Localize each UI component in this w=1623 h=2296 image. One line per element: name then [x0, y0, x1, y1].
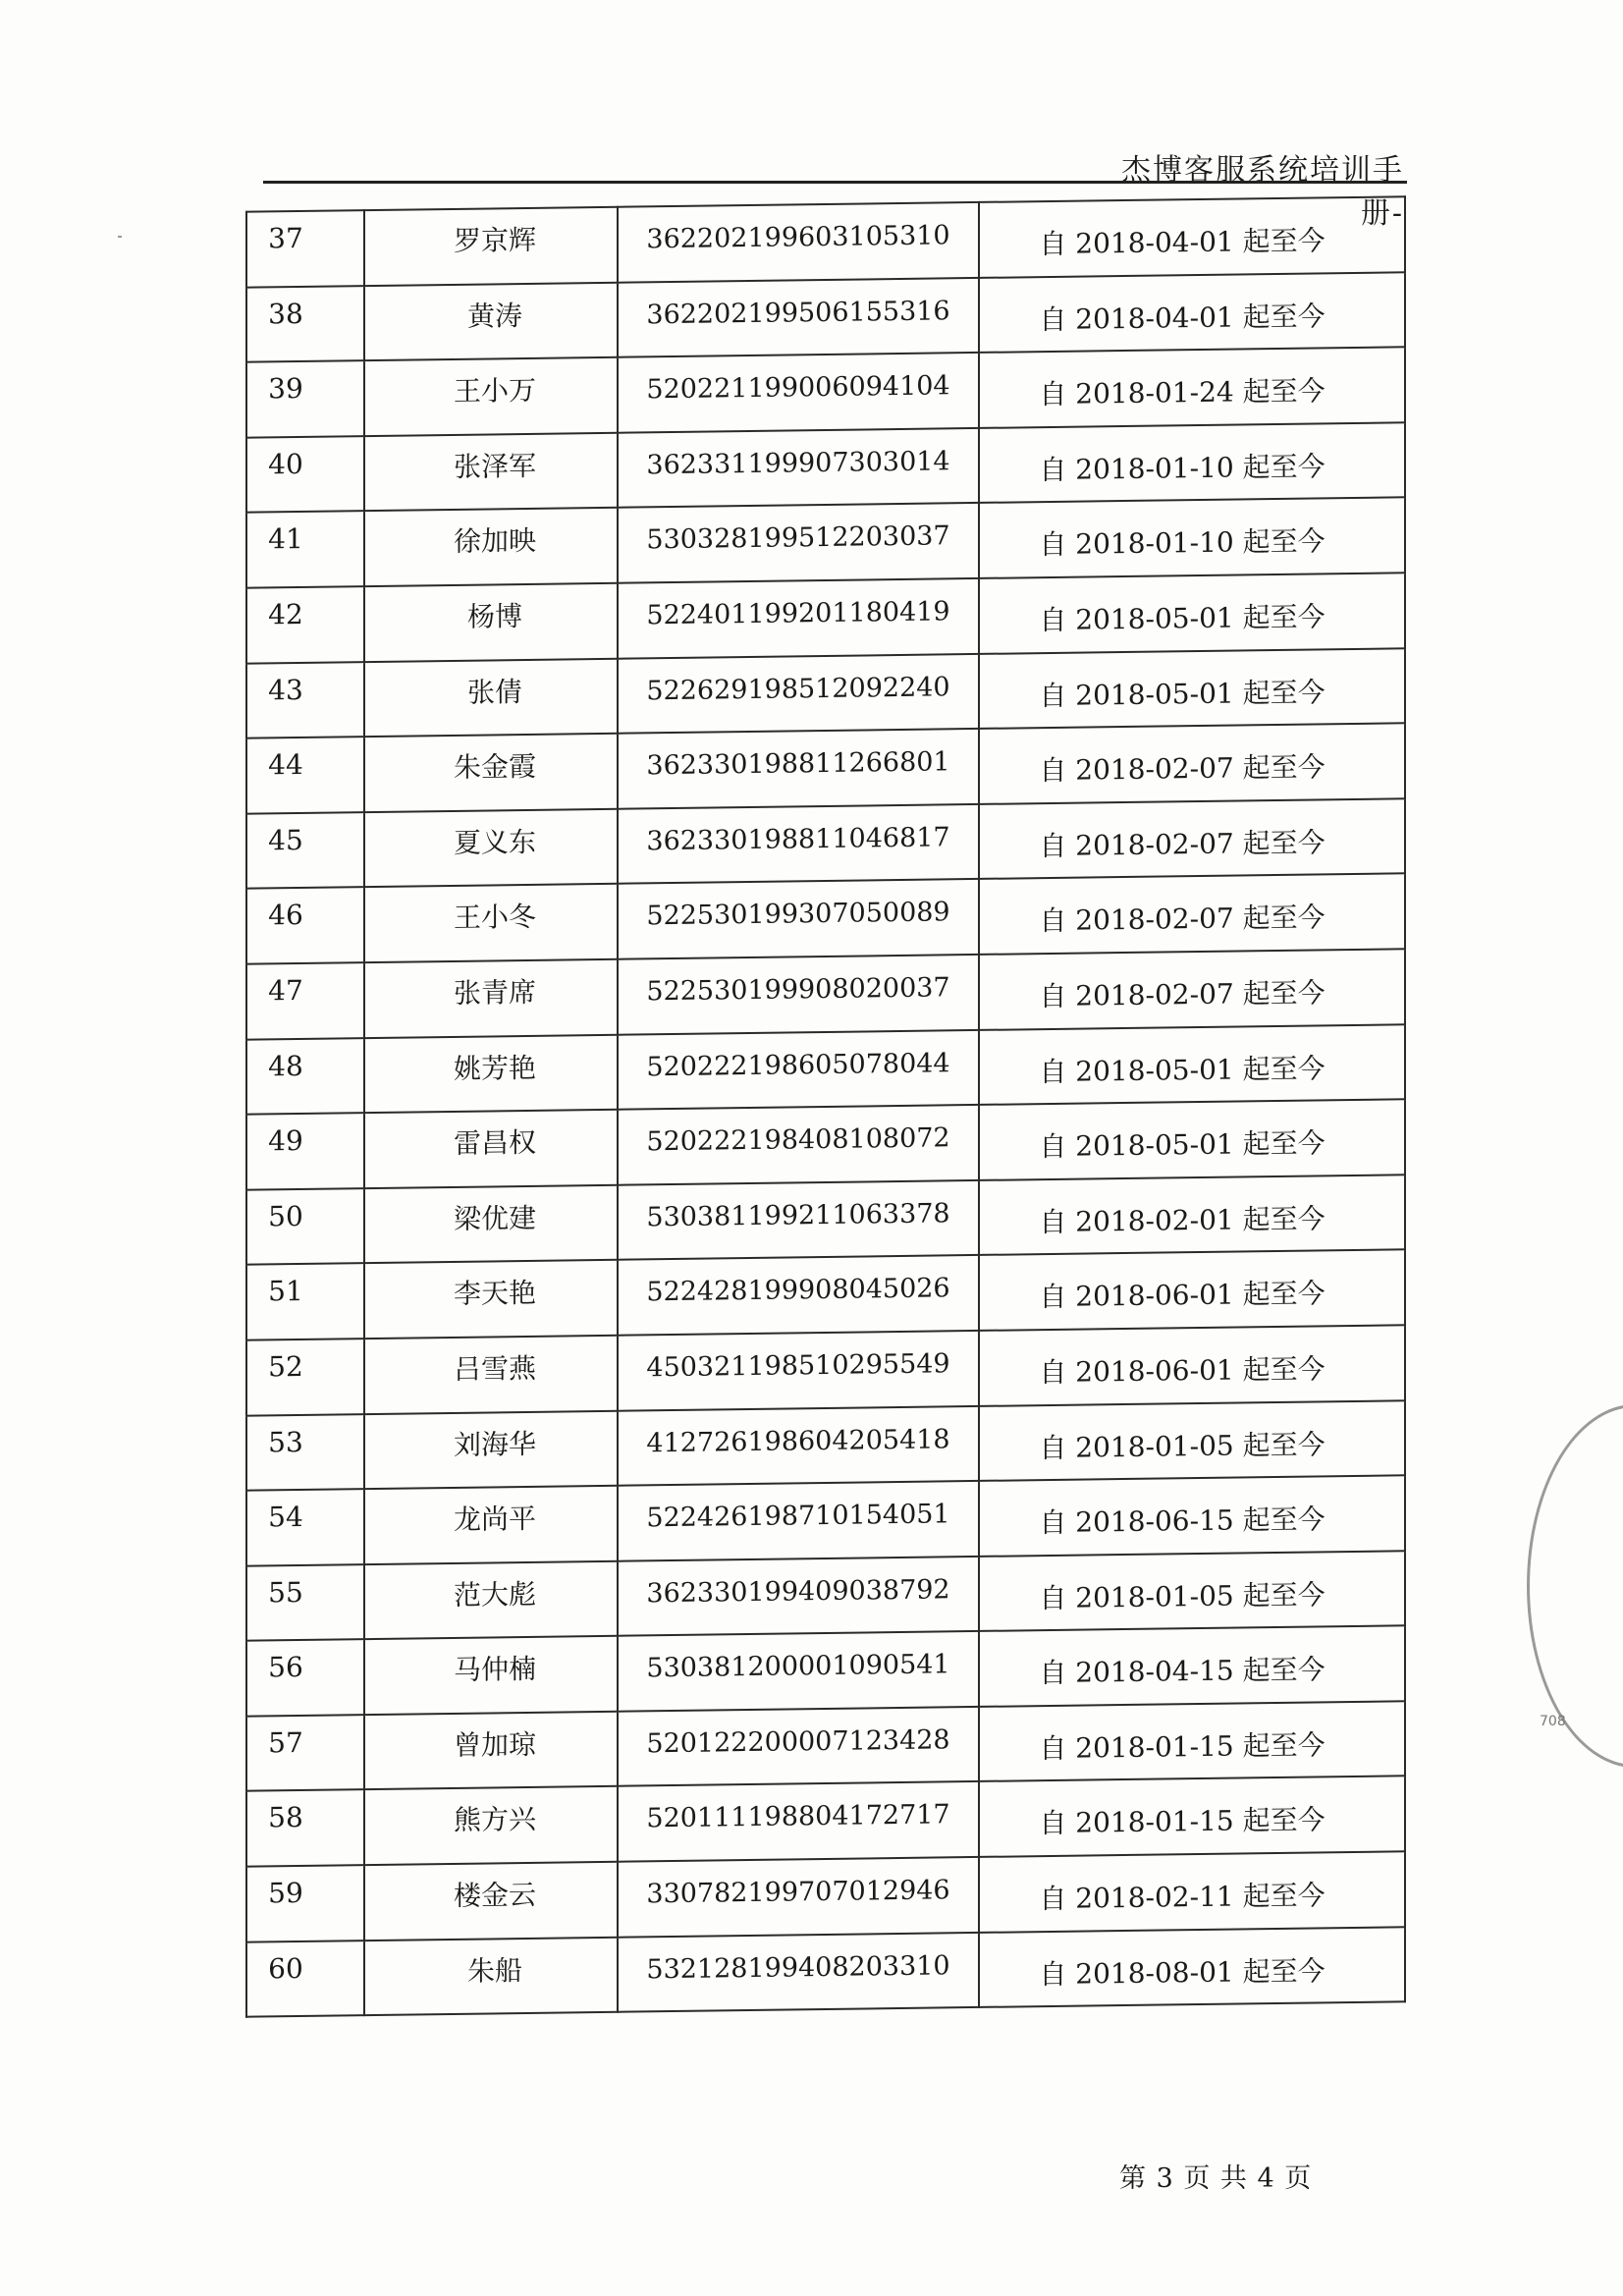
- employee-name: 熊方兴: [453, 1803, 536, 1837]
- id-number-cell: [618, 202, 979, 282]
- employee-name-cell: [364, 357, 618, 436]
- row-number-cell: [246, 1489, 364, 1565]
- employee-name: 范大彪: [453, 1577, 536, 1612]
- row-number: 51: [268, 1275, 303, 1308]
- employment-period: 自 2018-01-10 起至今: [1039, 524, 1325, 562]
- row-number-cell: [246, 1790, 364, 1867]
- id-number: 530381200001090541: [646, 1649, 950, 1684]
- seal-number: 708: [1540, 1714, 1566, 1729]
- row-number-cell: [246, 1564, 364, 1641]
- employee-name-cell: [364, 1937, 618, 2015]
- employee-name-cell: [364, 1034, 618, 1113]
- employment-period: 自 2018-08-01 起至今: [1039, 1953, 1325, 1991]
- row-number-cell: [246, 512, 364, 588]
- row-number-cell: [246, 1414, 364, 1491]
- id-number: 522629198512092240: [646, 671, 950, 706]
- row-number-cell: [246, 286, 364, 362]
- employee-name: 楼金云: [453, 1878, 536, 1913]
- employment-period-cell: [979, 1927, 1405, 2007]
- employee-name: 夏义东: [453, 825, 536, 859]
- row-number: 40: [268, 447, 303, 481]
- employee-name: 张青席: [453, 975, 536, 1010]
- employee-name: 梁优建: [453, 1201, 536, 1235]
- employment-period-cell: [979, 1475, 1405, 1556]
- employee-name-cell: [364, 1786, 618, 1865]
- employee-name: 张倩: [466, 675, 522, 709]
- row-number-cell: [246, 1263, 364, 1339]
- employment-period: 自 2018-06-01 起至今: [1039, 1352, 1325, 1390]
- id-number-cell: [618, 1405, 979, 1485]
- row-number: 54: [268, 1501, 303, 1534]
- employee-name-cell: [364, 1410, 618, 1489]
- id-number: 362330198811266801: [646, 746, 950, 782]
- id-number: 362202199603105310: [646, 220, 950, 255]
- employment-period: 自 2018-01-15 起至今: [1039, 1728, 1325, 1766]
- employment-period: 自 2018-02-07 起至今: [1039, 901, 1325, 938]
- id-number: 520221199006094104: [646, 370, 950, 406]
- id-number: 362330198811046817: [646, 822, 950, 857]
- row-number-cell: [246, 812, 364, 889]
- id-number-cell: [618, 1105, 979, 1184]
- employee-name: 王小万: [453, 374, 536, 409]
- id-number: 522428199908045026: [646, 1273, 950, 1308]
- employment-period-cell: [979, 1325, 1405, 1405]
- employment-period-cell: [979, 272, 1405, 353]
- employee-name-cell: [364, 282, 618, 360]
- table-row: [246, 1927, 1405, 2017]
- id-number: 520122200007123428: [646, 1724, 950, 1760]
- employment-period-cell: [979, 798, 1405, 879]
- id-number-cell: [618, 1331, 979, 1410]
- employee-name: 龙尚平: [453, 1502, 536, 1537]
- row-number: 47: [268, 973, 303, 1008]
- employee-name: 李天艳: [453, 1277, 536, 1311]
- row-number: 56: [268, 1651, 303, 1684]
- row-number: 46: [268, 899, 303, 932]
- row-number-cell: [246, 1865, 364, 1941]
- id-number: 522401199201180419: [646, 596, 950, 631]
- row-number-cell: [246, 887, 364, 963]
- employment-period: 自 2018-04-15 起至今: [1039, 1653, 1325, 1690]
- row-number-cell: [246, 360, 364, 437]
- id-number-cell: [618, 278, 979, 357]
- row-number: 52: [268, 1349, 303, 1384]
- employee-name-cell: [364, 1184, 618, 1263]
- row-number-cell: [246, 1113, 364, 1189]
- employment-period-cell: [979, 1777, 1405, 1857]
- employee-name: 王小冬: [453, 901, 536, 935]
- id-number: 522530199307050089: [646, 897, 950, 932]
- employment-period: 自 2018-02-01 起至今: [1039, 1202, 1325, 1238]
- id-number: 330782199707012946: [646, 1875, 950, 1910]
- row-number: 60: [268, 1951, 303, 1986]
- employment-period: 自 2018-01-05 起至今: [1039, 1578, 1325, 1614]
- id-number-cell: [618, 1557, 979, 1636]
- employee-name-cell: [364, 1636, 618, 1715]
- id-number: 520222198605078044: [646, 1047, 950, 1082]
- employment-period: 自 2018-05-01 起至今: [1039, 675, 1325, 712]
- employee-name-cell: [364, 884, 618, 962]
- row-number: 38: [268, 297, 303, 331]
- id-number-cell: [618, 353, 979, 432]
- employment-period: 自 2018-01-24 起至今: [1039, 374, 1325, 411]
- id-number: 450321198510295549: [646, 1348, 950, 1384]
- employment-period-cell: [979, 1851, 1405, 1932]
- id-number: 412726198604205418: [646, 1423, 950, 1458]
- employment-period-cell: [979, 1175, 1405, 1255]
- employee-name-cell: [364, 207, 618, 286]
- employee-name: 朱船: [466, 1953, 522, 1988]
- employee-name-cell: [364, 809, 618, 888]
- roster-body: [246, 196, 1405, 2017]
- employment-period: 自 2018-06-01 起至今: [1039, 1277, 1325, 1314]
- id-number-cell: [618, 578, 979, 658]
- employee-name: 雷昌权: [453, 1125, 536, 1161]
- employee-name-cell: [364, 1712, 618, 1790]
- employee-name: 杨博: [466, 600, 522, 633]
- employee-name-cell: [364, 583, 618, 662]
- row-number: 59: [268, 1877, 303, 1910]
- employment-period-cell: [979, 1024, 1405, 1105]
- employee-name: 刘海华: [453, 1427, 536, 1461]
- id-number: 522530199908020037: [646, 972, 950, 1008]
- id-number-cell: [618, 503, 979, 582]
- employee-name: 马仲楠: [453, 1653, 536, 1687]
- employee-name-cell: [364, 1110, 618, 1188]
- employee-name-cell: [364, 959, 618, 1038]
- row-number: 57: [268, 1725, 303, 1760]
- employment-period-cell: [979, 573, 1405, 653]
- employee-name: 罗京辉: [453, 223, 536, 257]
- employment-period-cell: [979, 874, 1405, 955]
- employment-period-cell: [979, 498, 1405, 578]
- employment-period-cell: [979, 1099, 1405, 1179]
- id-number: 362330199409038792: [646, 1574, 950, 1610]
- employment-period-cell: [979, 1250, 1405, 1331]
- id-number-cell: [618, 1481, 979, 1560]
- employment-period-cell: [979, 949, 1405, 1029]
- row-number-cell: [246, 1188, 364, 1265]
- id-number-cell: [618, 955, 979, 1034]
- employee-name-cell: [364, 1336, 618, 1414]
- employee-name: 姚芳艳: [453, 1051, 536, 1085]
- row-number: 58: [268, 1801, 303, 1834]
- id-number-cell: [618, 729, 979, 808]
- id-number-cell: [618, 1255, 979, 1335]
- employment-period: 自 2018-02-07 起至今: [1039, 976, 1325, 1013]
- id-number-cell: [618, 879, 979, 958]
- employee-name-cell: [364, 658, 618, 737]
- employee-name: 黄涛: [466, 299, 522, 333]
- id-number: 530381199211063378: [646, 1198, 950, 1233]
- row-number: 53: [268, 1425, 303, 1458]
- employee-name-cell: [364, 1260, 618, 1339]
- employment-period: 自 2018-02-11 起至今: [1039, 1879, 1325, 1916]
- row-number-cell: [246, 586, 364, 663]
- employee-name: 朱金霞: [453, 750, 536, 785]
- row-number: 45: [268, 823, 303, 857]
- employee-name: 张泽军: [453, 449, 536, 483]
- row-number: 39: [268, 372, 303, 406]
- employee-name: 曾加琼: [453, 1727, 536, 1762]
- id-number: 362331199907303014: [646, 446, 950, 481]
- id-number: 532128199408203310: [646, 1949, 950, 1986]
- id-number: 522426198710154051: [646, 1499, 950, 1534]
- header-title: 杰博客服系统培训手册-: [1121, 153, 1404, 231]
- row-number-cell: [246, 1715, 364, 1791]
- row-number: 50: [268, 1199, 303, 1233]
- employment-period: 自 2018-01-05 起至今: [1039, 1427, 1325, 1464]
- id-number-cell: [618, 804, 979, 884]
- row-number: 49: [268, 1124, 303, 1158]
- id-number: 530328199512203037: [646, 520, 950, 556]
- id-number-cell: [618, 1180, 979, 1260]
- employment-period: 自 2018-05-01 起至今: [1039, 1051, 1325, 1088]
- employment-period: 自 2018-02-07 起至今: [1039, 750, 1325, 788]
- employment-period: 自 2018-05-01 起至今: [1039, 600, 1325, 637]
- row-number: 44: [268, 748, 303, 782]
- row-number: 37: [268, 221, 303, 255]
- row-number: 42: [268, 597, 303, 631]
- id-number-cell: [618, 1707, 979, 1786]
- roster-table: [245, 195, 1406, 2018]
- row-number-cell: [246, 210, 364, 287]
- employee-name-cell: [364, 734, 618, 812]
- id-number-cell: [618, 654, 979, 734]
- employee-name: 吕雪燕: [453, 1351, 536, 1386]
- employee-name-cell: [364, 1560, 618, 1639]
- employment-period-cell: [979, 723, 1405, 803]
- employment-period: 自 2018-04-01 起至今: [1039, 224, 1325, 261]
- employee-name: 徐加映: [453, 524, 536, 559]
- employment-period-cell: [979, 1701, 1405, 1781]
- row-number-cell: [246, 1038, 364, 1115]
- employee-name-cell: [364, 508, 618, 586]
- employment-period-cell: [979, 648, 1405, 729]
- row-number-cell: [246, 962, 364, 1039]
- id-number-cell: [618, 428, 979, 508]
- id-number-cell: [618, 1781, 979, 1861]
- employee-name-cell: [364, 1486, 618, 1564]
- employment-period-cell: [979, 1400, 1405, 1481]
- id-number-cell: [618, 1029, 979, 1109]
- id-number-cell: [618, 1933, 979, 2012]
- employment-period: 自 2018-05-01 起至今: [1039, 1126, 1325, 1164]
- id-number-cell: [618, 1631, 979, 1711]
- row-number-cell: [246, 737, 364, 813]
- id-number: 520111198804172717: [646, 1799, 950, 1834]
- id-number: 520222198408108072: [646, 1122, 950, 1158]
- row-number-cell: [246, 1339, 364, 1415]
- employment-period: 自 2018-02-07 起至今: [1039, 826, 1325, 862]
- id-number: 362202199506155316: [646, 295, 950, 330]
- employment-period-cell: [979, 347, 1405, 427]
- row-number-cell: [246, 436, 364, 513]
- employment-period-cell: [979, 1626, 1405, 1707]
- row-number: 43: [268, 673, 303, 706]
- row-number: 55: [268, 1575, 303, 1610]
- row-number-cell: [246, 1941, 364, 2017]
- employment-period-cell: [979, 196, 1405, 277]
- employment-period-cell: [979, 422, 1405, 503]
- row-number: 41: [268, 522, 303, 556]
- employment-period: 自 2018-01-10 起至今: [1039, 450, 1325, 486]
- row-number-cell: [246, 1639, 364, 1716]
- row-number-cell: [246, 662, 364, 738]
- employment-period: 自 2018-04-01 起至今: [1039, 299, 1325, 336]
- employee-name-cell: [364, 433, 618, 512]
- employment-period: 自 2018-01-15 起至今: [1039, 1803, 1325, 1840]
- employee-name-cell: [364, 1862, 618, 1941]
- row-number: 48: [268, 1049, 303, 1082]
- id-number-cell: [618, 1857, 979, 1937]
- page-number: 第 3 页 共 4 页: [1119, 2163, 1313, 2194]
- employment-period-cell: [979, 1551, 1405, 1631]
- employment-period: 自 2018-06-15 起至今: [1039, 1503, 1325, 1540]
